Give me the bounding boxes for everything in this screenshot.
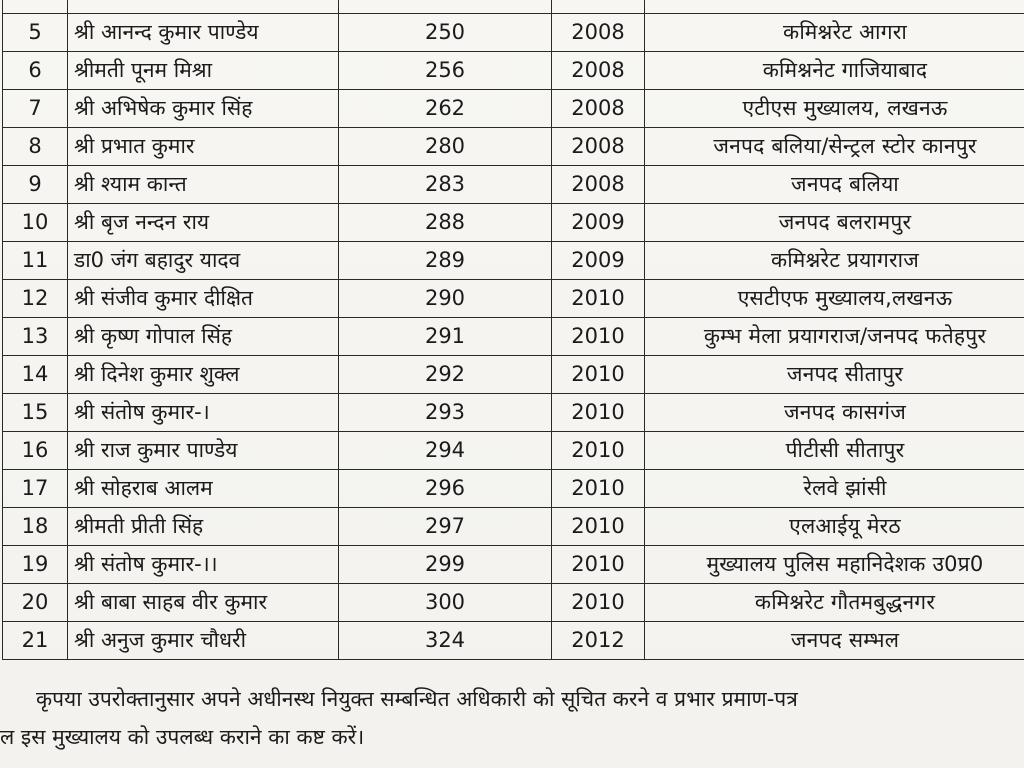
officer-name-cell: श्री अभिषेक कुमार सिंह — [68, 90, 339, 128]
serial-number-cell: 5 — [3, 14, 68, 52]
batch-year-cell: 2008 — [552, 14, 645, 52]
table-row — [3, 52, 1024, 90]
posting-location-cell: जनपद बलिया — [645, 166, 1024, 204]
posting-location-cell: एसटीएफ मुख्यालय,लखनऊ — [645, 280, 1024, 318]
seniority-number-cell: 262 — [339, 90, 552, 128]
batch-year-cell: 2010 — [552, 280, 645, 318]
posting-location-cell: जनपद सम्भल — [645, 622, 1024, 660]
batch-year-cell: 2010 — [552, 470, 645, 508]
instruction-paragraph — [0, 680, 1024, 756]
seniority-number-cell: 294 — [339, 432, 552, 470]
posting-location-cell: कुम्भ मेला प्रयागराज/जनपद फतेहपुर — [645, 318, 1024, 356]
officer-name-cell: श्री राज कुमार पाण्डेय — [68, 432, 339, 470]
officer-name-cell — [68, 0, 339, 14]
serial-number-cell: 10 — [3, 204, 68, 242]
serial-number-cell: 7 — [3, 90, 68, 128]
officer-name-cell: श्री प्रभात कुमार — [68, 128, 339, 166]
batch-year-cell: 2010 — [552, 546, 645, 584]
posting-location-cell: जनपद बलिया/सेन्ट्रल स्टोर कानपुर — [645, 128, 1024, 166]
serial-number-cell: 15 — [3, 394, 68, 432]
serial-number-cell: 12 — [3, 280, 68, 318]
posting-location-cell: जनपद बलरामपुर — [645, 204, 1024, 242]
instruction-line-1: कृपया उपरोक्तानुसार अपने अधीनस्थ नियुक्त सम्बन्धित अधिकारी को सूचित करने व प्रभार प्रमाण-पत्र — [36, 687, 798, 711]
posting-location-cell: जनपद सीतापुर — [645, 356, 1024, 394]
posting-location-cell: मुख्यालय पुलिस महानिदेशक उ0प्र0 — [645, 546, 1024, 584]
posting-location-cell: कमिश्ननेट गाजियाबाद — [645, 52, 1024, 90]
seniority-number-cell: 256 — [339, 52, 552, 90]
seniority-number-cell: 293 — [339, 394, 552, 432]
officer-name-cell: श्री संतोष कुमार-। — [68, 394, 339, 432]
batch-year-cell: 2009 — [552, 242, 645, 280]
posting-location-cell: रेलवे झांसी — [645, 470, 1024, 508]
table-row — [3, 166, 1024, 204]
batch-year-cell: 2008 — [552, 166, 645, 204]
serial-number-cell — [3, 0, 68, 14]
posting-location-cell: कमिश्नरेट गौतमबुद्धनगर — [645, 584, 1024, 622]
table-row — [3, 204, 1024, 242]
seniority-number-cell: 291 — [339, 318, 552, 356]
posting-location-cell: एलआईयू मेरठ — [645, 508, 1024, 546]
seniority-number-cell: 299 — [339, 546, 552, 584]
serial-number-cell: 11 — [3, 242, 68, 280]
officer-name-cell: श्रीमती पूनम मिश्रा — [68, 52, 339, 90]
officer-name-cell: श्री सोहराब आलम — [68, 470, 339, 508]
officer-name-cell: श्री दिनेश कुमार शुक्ल — [68, 356, 339, 394]
officer-name-cell: डा0 जंग बहादुर यादव — [68, 242, 339, 280]
table-row — [3, 432, 1024, 470]
batch-year-cell: 2009 — [552, 204, 645, 242]
seniority-number-cell — [339, 0, 552, 14]
officer-name-cell: श्री अनुज कुमार चौधरी — [68, 622, 339, 660]
officer-name-cell: श्री श्याम कान्त — [68, 166, 339, 204]
seniority-number-cell: 300 — [339, 584, 552, 622]
officer-name-cell: श्री संतोष कुमार-।। — [68, 546, 339, 584]
batch-year-cell: 2008 — [552, 52, 645, 90]
table-row — [3, 280, 1024, 318]
officer-roster-table — [2, 0, 1024, 660]
posting-location-cell: कमिश्नरेट प्रयागराज — [645, 242, 1024, 280]
serial-number-cell: 9 — [3, 166, 68, 204]
batch-year-cell: 2010 — [552, 584, 645, 622]
batch-year-cell: 2010 — [552, 432, 645, 470]
seniority-number-cell: 289 — [339, 242, 552, 280]
serial-number-cell: 19 — [3, 546, 68, 584]
seniority-number-cell: 292 — [339, 356, 552, 394]
table-row — [3, 356, 1024, 394]
roster-table-body — [3, 0, 1024, 660]
officer-name-cell: श्रीमती प्रीती सिंह — [68, 508, 339, 546]
serial-number-cell: 6 — [3, 52, 68, 90]
seniority-number-cell: 288 — [339, 204, 552, 242]
batch-year-cell: 2008 — [552, 128, 645, 166]
seniority-number-cell: 250 — [339, 14, 552, 52]
table-row — [3, 622, 1024, 660]
table-row — [3, 318, 1024, 356]
officer-name-cell: श्री बृज नन्दन राय — [68, 204, 339, 242]
instruction-line-2: ल इस मुख्यालय को उपलब्ध कराने का कष्ट करें। — [0, 725, 365, 749]
seniority-number-cell: 297 — [339, 508, 552, 546]
batch-year-cell: 2010 — [552, 394, 645, 432]
serial-number-cell: 20 — [3, 584, 68, 622]
serial-number-cell: 14 — [3, 356, 68, 394]
seniority-number-cell: 280 — [339, 128, 552, 166]
batch-year-cell: 2012 — [552, 622, 645, 660]
table-row — [3, 470, 1024, 508]
posting-location-cell: कमिश्नरेट आगरा — [645, 14, 1024, 52]
batch-year-cell: 2010 — [552, 318, 645, 356]
officer-name-cell: श्री संजीव कुमार दीक्षित — [68, 280, 339, 318]
seniority-number-cell: 324 — [339, 622, 552, 660]
table-row — [3, 0, 1024, 14]
seniority-number-cell: 290 — [339, 280, 552, 318]
serial-number-cell: 17 — [3, 470, 68, 508]
serial-number-cell: 16 — [3, 432, 68, 470]
table-row — [3, 14, 1024, 52]
table-row — [3, 546, 1024, 584]
officer-name-cell: श्री बाबा साहब वीर कुमार — [68, 584, 339, 622]
batch-year-cell — [552, 0, 645, 14]
seniority-number-cell: 296 — [339, 470, 552, 508]
table-row — [3, 128, 1024, 166]
batch-year-cell: 2008 — [552, 90, 645, 128]
batch-year-cell: 2010 — [552, 508, 645, 546]
serial-number-cell: 8 — [3, 128, 68, 166]
table-row — [3, 508, 1024, 546]
table-row — [3, 584, 1024, 622]
serial-number-cell: 18 — [3, 508, 68, 546]
table-row — [3, 394, 1024, 432]
seniority-number-cell: 283 — [339, 166, 552, 204]
posting-location-cell: जनपद कासगंज — [645, 394, 1024, 432]
table-row — [3, 242, 1024, 280]
officer-name-cell: श्री कृष्ण गोपाल सिंह — [68, 318, 339, 356]
posting-location-cell — [645, 0, 1024, 14]
posting-location-cell: एटीएस मुख्यालय, लखनऊ — [645, 90, 1024, 128]
officer-name-cell: श्री आनन्द कुमार पाण्डेय — [68, 14, 339, 52]
serial-number-cell: 21 — [3, 622, 68, 660]
posting-location-cell: पीटीसी सीतापुर — [645, 432, 1024, 470]
table-row — [3, 90, 1024, 128]
batch-year-cell: 2010 — [552, 356, 645, 394]
serial-number-cell: 13 — [3, 318, 68, 356]
